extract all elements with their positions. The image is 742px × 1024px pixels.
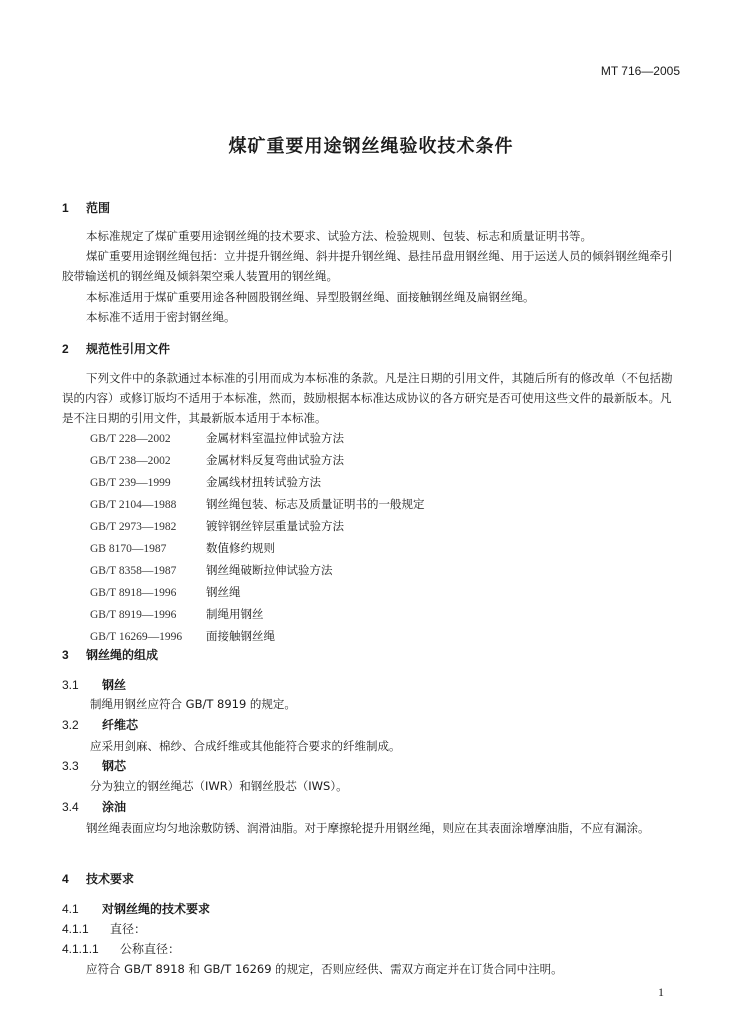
- reference-name: 钢丝绳包装、标志及质量证明书的一般规定: [206, 497, 425, 511]
- subsection-3-2-heading: [62, 716, 138, 733]
- paragraph: 本标准不适用于密封钢丝绳。: [86, 310, 236, 324]
- subsection-number: 3.2: [62, 718, 79, 732]
- section-number: 3: [62, 648, 69, 662]
- reference-name: 制绳用钢丝: [206, 607, 264, 621]
- section-number: 4: [62, 872, 69, 886]
- section-title: 范围: [86, 201, 111, 215]
- subsection-4-1-heading: [62, 900, 210, 917]
- subsection-number: 3.4: [62, 800, 79, 814]
- section-1-heading: [62, 199, 110, 216]
- reference-name: 金属材料室温拉伸试验方法: [206, 431, 344, 445]
- reference-code: GB/T 16269—1996: [90, 631, 183, 643]
- reference-name: 面接触钢丝绳: [206, 629, 275, 643]
- section-number: 2: [62, 342, 69, 356]
- section-2-heading: [62, 340, 170, 357]
- reference-name: 金属材料反复弯曲试验方法: [206, 453, 344, 467]
- standard-number: MT 716—2005: [600, 64, 680, 78]
- paragraph: 应采用剑麻、棉纱、合成纤维或其他能符合要求的纤维制成。: [90, 739, 401, 753]
- paragraph: 应符合 GB/T 8918 和 GB/T 16269 的规定，否则应经供、需双方商定并在订货合同中注明。: [86, 962, 563, 976]
- subsection-number: 3.3: [62, 759, 79, 773]
- subsection-4-1-1-heading: [62, 920, 146, 937]
- section-title: 技术要求: [86, 872, 135, 886]
- reference-name: 钢丝绳破断拉伸试验方法: [206, 563, 333, 577]
- section-number: 1: [62, 201, 69, 215]
- reference-item: [90, 494, 425, 516]
- section-title: 规范性引用文件: [86, 342, 171, 356]
- subsection-title: 钢丝: [102, 678, 127, 692]
- reference-name: 数值修约规则: [206, 541, 275, 555]
- paragraph: 煤矿重要用途钢丝绳包括：立井提升钢丝绳、斜井提升钢丝绳、悬挂吊盘用钢丝绳、用于运送人员的倾斜钢丝绳牵引胶带输送机的钢丝绳及倾斜架空乘人装置用的钢丝绳。: [62, 249, 673, 283]
- reference-item: [90, 516, 425, 538]
- reference-code: GB/T 228—2002: [90, 433, 171, 445]
- subsection-3-4-heading: [62, 798, 126, 815]
- reference-code: GB/T 2104—1988: [90, 499, 177, 511]
- reference-item: [90, 428, 425, 450]
- subsection-number: 4.1.1.1: [62, 942, 99, 956]
- reference-item: [90, 582, 425, 604]
- reference-name: 镀锌钢丝锌层重量试验方法: [206, 519, 344, 533]
- reference-code: GB/T 239—1999: [90, 477, 171, 489]
- subsection-number: 4.1: [62, 902, 79, 916]
- paragraph: 制绳用钢丝应符合 GB/T 8919 的规定。: [90, 697, 296, 711]
- subsection-3-1-heading: [62, 676, 126, 693]
- reference-item: [90, 604, 425, 626]
- reference-code: GB/T 8358—1987: [90, 565, 177, 577]
- section-4-heading: [62, 870, 134, 887]
- reference-code: GB/T 8918—1996: [90, 587, 177, 599]
- reference-item: [90, 538, 425, 560]
- subsection-3-3-heading: [62, 757, 126, 774]
- document-title: 煤矿重要用途钢丝绳验收技术条件: [228, 136, 514, 157]
- subsection-title: 钢芯: [102, 759, 127, 773]
- reference-code: GB 8170—1987: [90, 543, 167, 555]
- paragraph: 下列文件中的条款通过本标准的引用而成为本标准的条款。凡是注日期的引用文件，其随后所有的修改单（不包括勘误的内容）或修订版均不适用于本标准，然而，鼓励根据本标准达成协议的各方研究是否可使用这些文件的最新版本。凡是不注日期的引用文件，其最新版本适用于本标准。: [62, 371, 673, 425]
- paragraph: 钢丝绳表面应均匀地涂敷防锈、润滑油脂。对于摩擦轮提升用钢丝绳，则应在其表面涂增摩油脂，不应有漏涂。: [86, 821, 650, 835]
- paragraph: 本标准适用于煤矿重要用途各种圆股钢丝绳、异型股钢丝绳、面接触钢丝绳及扁钢丝绳。: [86, 290, 535, 304]
- reference-item: [90, 560, 425, 582]
- reference-name: 钢丝绳: [206, 585, 241, 599]
- subsection-number: 4.1.1: [62, 922, 89, 936]
- reference-name: 金属线材扭转试验方法: [206, 475, 321, 489]
- page-number: 1: [658, 985, 664, 999]
- reference-code: GB/T 2973—1982: [90, 521, 177, 533]
- subsection-title: 涂油: [102, 800, 127, 814]
- reference-list: [90, 428, 425, 648]
- subsection-title: 公称直径：: [120, 942, 181, 956]
- subsection-4-1-1-1-heading: [62, 940, 180, 957]
- reference-code: GB/T 238—2002: [90, 455, 171, 467]
- paragraph: 分为独立的钢丝绳芯（IWR）和钢丝股芯（IWS）。: [90, 779, 348, 793]
- paragraph: 本标准规定了煤矿重要用途钢丝绳的技术要求、试验方法、检验规则、包装、标志和质量证明书等。: [86, 229, 592, 243]
- reference-item: [90, 626, 425, 648]
- subsection-title: 直径：: [110, 922, 147, 936]
- reference-item: [90, 450, 425, 472]
- reference-item: [90, 472, 425, 494]
- reference-code: GB/T 8919—1996: [90, 609, 177, 621]
- section-title: 钢丝绳的组成: [86, 648, 159, 662]
- subsection-number: 3.1: [62, 678, 79, 692]
- section-3-heading: [62, 646, 158, 663]
- subsection-title: 纤维芯: [102, 718, 139, 732]
- subsection-title: 对钢丝绳的技术要求: [102, 902, 211, 916]
